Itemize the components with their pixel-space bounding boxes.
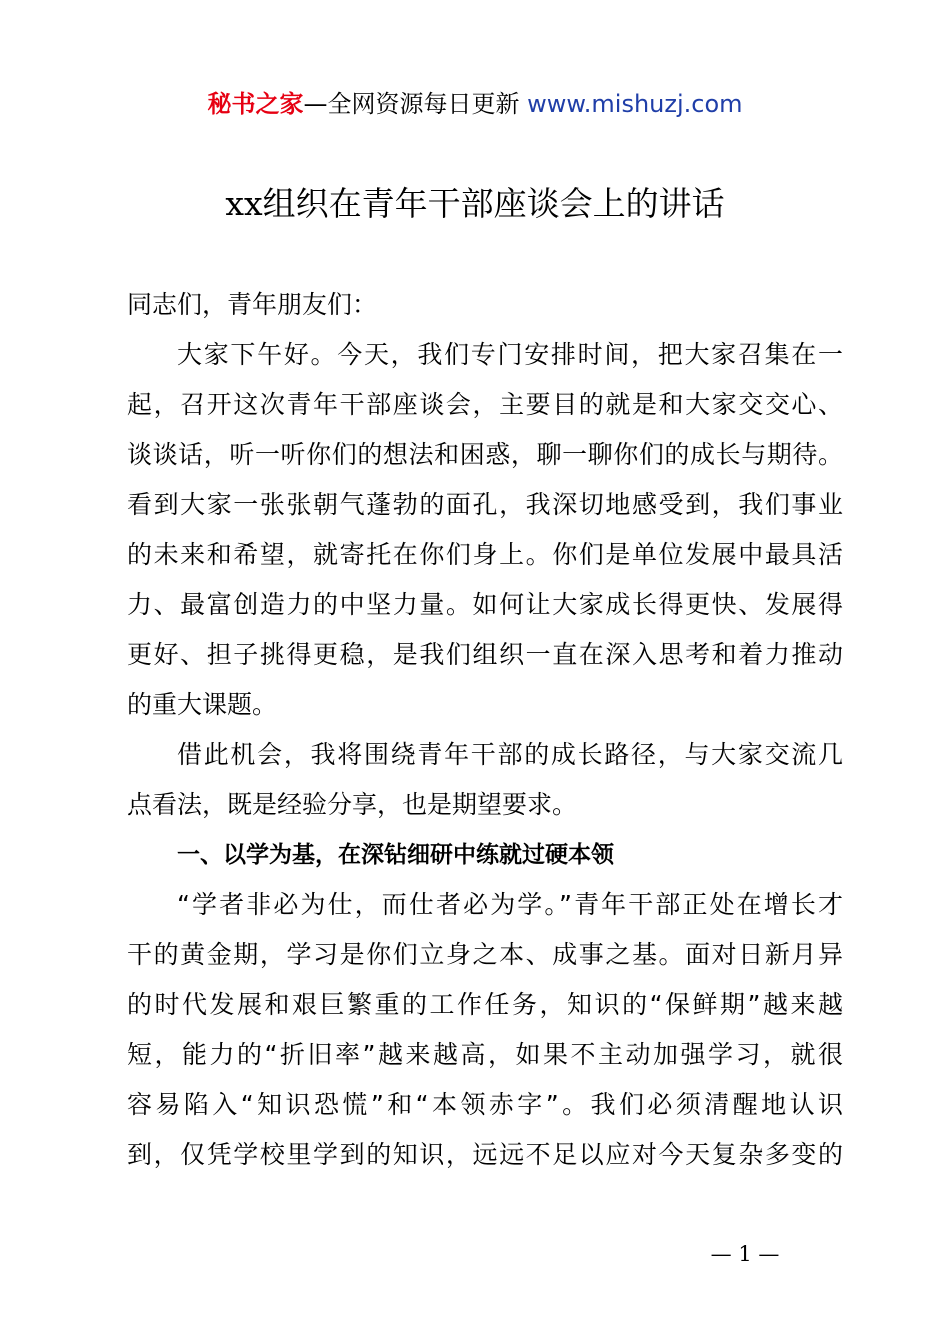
site-url-link[interactable]: www.mishuzj.com	[527, 90, 743, 118]
paragraph-line: 的时代发展和艰巨繁重的工作任务，知识的“保鲜期”越来越	[127, 990, 843, 1019]
paragraph-line: 大家下午好。今天，我们专门安排时间，把大家召集在一	[177, 340, 843, 369]
paragraph-line: 力、最富创造力的中坚力量。如何让大家成长得更快、发展得	[127, 590, 843, 619]
paragraph-line: 借此机会，我将围绕青年干部的成长路径，与大家交流几	[177, 740, 843, 769]
title-prefix: xx	[225, 184, 263, 223]
paragraph-line: 短，能力的“折旧率”越来越高，如果不主动加强学习，就很	[127, 1040, 843, 1069]
paragraph-line: 起，召开这次青年干部座谈会，主要目的就是和大家交交心、	[127, 390, 843, 419]
title-main: 组织在青年干部座谈会上的讲话	[262, 184, 725, 223]
paragraph-line: 更好、担子挑得更稳，是我们组织一直在深入思考和着力推动	[127, 640, 843, 669]
paragraph-line: 谈谈话，听一听你们的想法和困惑，聊一聊你们的成长与期待。	[127, 440, 843, 469]
paragraph-line: 的重大课题。	[127, 690, 278, 719]
page-number: — 1 —	[710, 1242, 780, 1266]
document-body	[127, 280, 843, 1180]
paragraph-line: 容易陷入“知识恐慌”和“本领赤字”。我们必须清醒地认识	[127, 1090, 843, 1119]
site-slogan: —全网资源每日更新	[303, 90, 528, 118]
paragraph-line: 到，仅凭学校里学到的知识，远远不足以应对今天复杂多变的	[127, 1140, 843, 1169]
paragraph-line: 的未来和希望，就寄托在你们身上。你们是单位发展中最具活	[127, 540, 843, 569]
paragraph-line: “学者非必为仕，而仕者必为学。”青年干部正处在增长才	[177, 890, 843, 919]
salutation-line: 同志们，青年朋友们：	[127, 290, 378, 319]
site-header	[0, 86, 950, 122]
paragraph-line: 干的黄金期，学习是你们立身之本、成事之基。面对日新月异	[127, 940, 843, 969]
paragraph-line: 看到大家一张张朝气蓬勃的面孔，我深切地感受到，我们事业	[127, 490, 843, 519]
section-heading: 一、以学为基，在深钻细研中练就过硬本领	[177, 842, 614, 868]
document-title	[0, 178, 950, 230]
site-brand: 秘书之家	[207, 90, 304, 118]
paragraph-line: 点看法，既是经验分享，也是期望要求。	[127, 790, 578, 819]
